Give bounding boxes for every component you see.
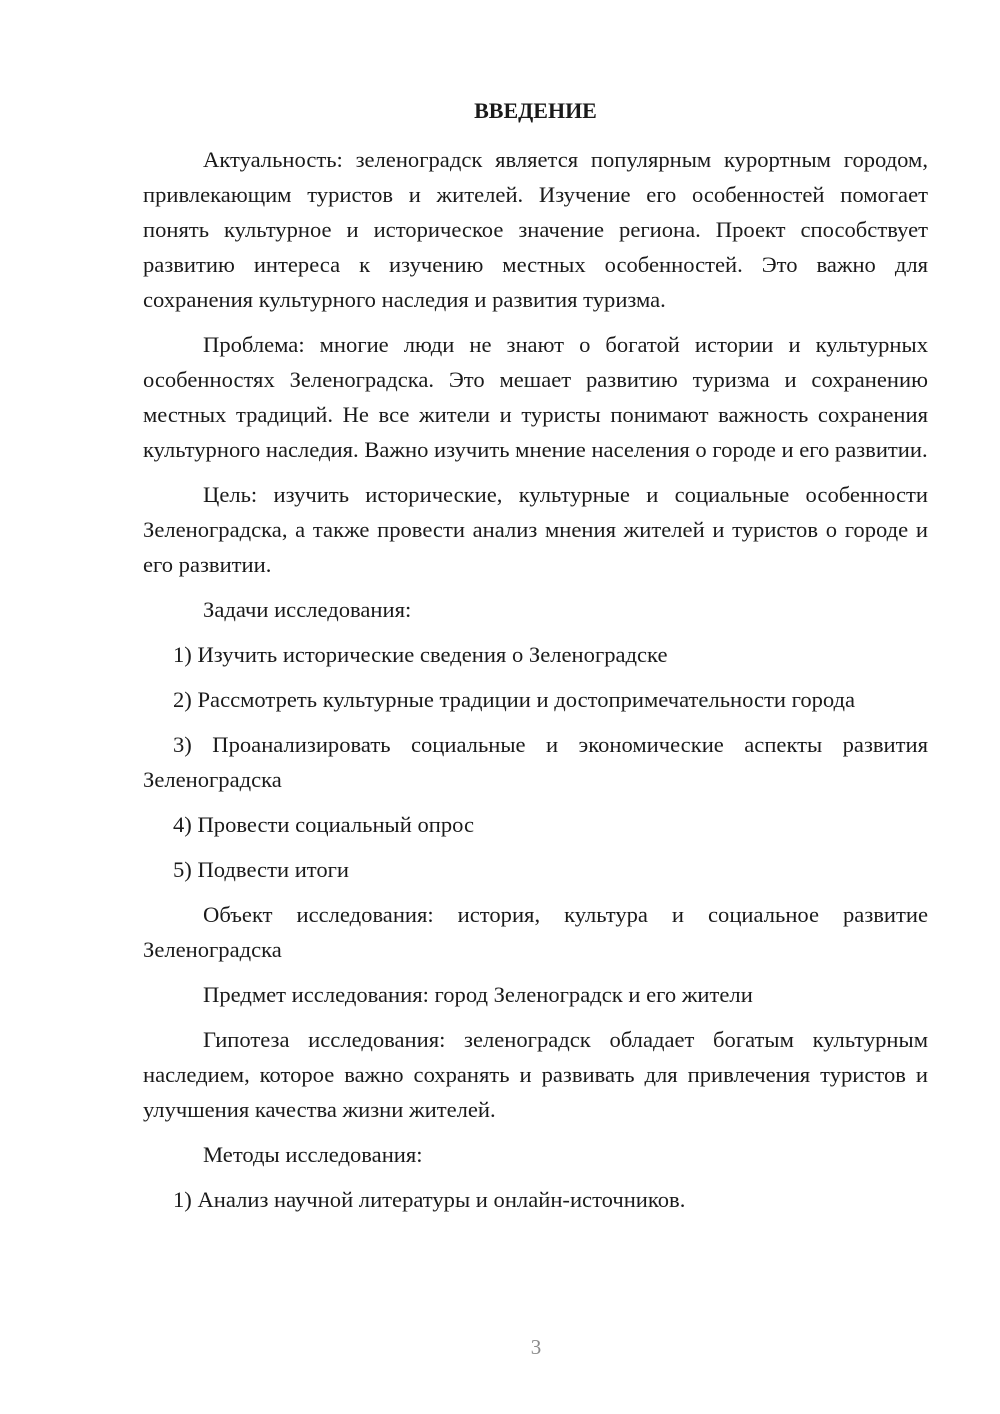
- list-item-task-1: 1) Изучить исторические сведения о Зеленоградске: [173, 642, 668, 667]
- document-body: [143, 142, 928, 1227]
- list-item-task-5: 5) Подвести итоги: [173, 857, 350, 882]
- paragraph-relevance: Актуальность: зеленоградск является популярным курортным городом, привлекающим туристов и жителей. Изучение его особенностей помогает понять культурное и историческое значение региона. Проект способствует развитию интереса к изучению местных особенностей. Это важно для сохранения культурного наследия и развития туризма.: [143, 147, 928, 312]
- paragraph-object: Объект исследования: история, культура и социальное развитие Зеленоградска: [143, 902, 928, 962]
- section-heading: ВВЕДЕНИЕ: [474, 98, 597, 123]
- list-item-task-3: 3) Проанализировать социальные и экономические аспекты развития Зеленоградска: [143, 732, 928, 792]
- paragraph-hypothesis: Гипотеза исследования: зеленоградск обладает богатым культурным наследием, которое важно сохранять и развивать для привлечения туристов и улучшения качества жизни жителей.: [143, 1027, 928, 1122]
- paragraph-problem: Проблема: многие люди не знают о богатой истории и культурных особенностях Зеленоградска. Это мешает развитию туризма и сохранению местных традиций. Не все жители и туристы понимают важность сохранения культурного наследия. Важно изучить мнение населения о городе и его развитии.: [143, 332, 928, 462]
- list-item-task-4: 4) Провести социальный опрос: [173, 812, 475, 837]
- paragraph-subject: Предмет исследования: город Зеленоградск и его жители: [203, 982, 753, 1007]
- page-number: 3: [530, 1335, 542, 1359]
- paragraph-methods-title: Методы исследования:: [203, 1142, 423, 1167]
- paragraph-goal: Цель: изучить исторические, культурные и социальные особенности Зеленоградска, а также провести анализ мнения жителей и туристов о городе и его развитии.: [143, 482, 928, 577]
- paragraph-tasks-title: Задачи исследования:: [203, 597, 412, 622]
- list-item-task-2: 2) Рассмотреть культурные традиции и достопримечательности города: [173, 687, 856, 712]
- list-item-method-1: 1) Анализ научной литературы и онлайн-источников.: [173, 1187, 686, 1212]
